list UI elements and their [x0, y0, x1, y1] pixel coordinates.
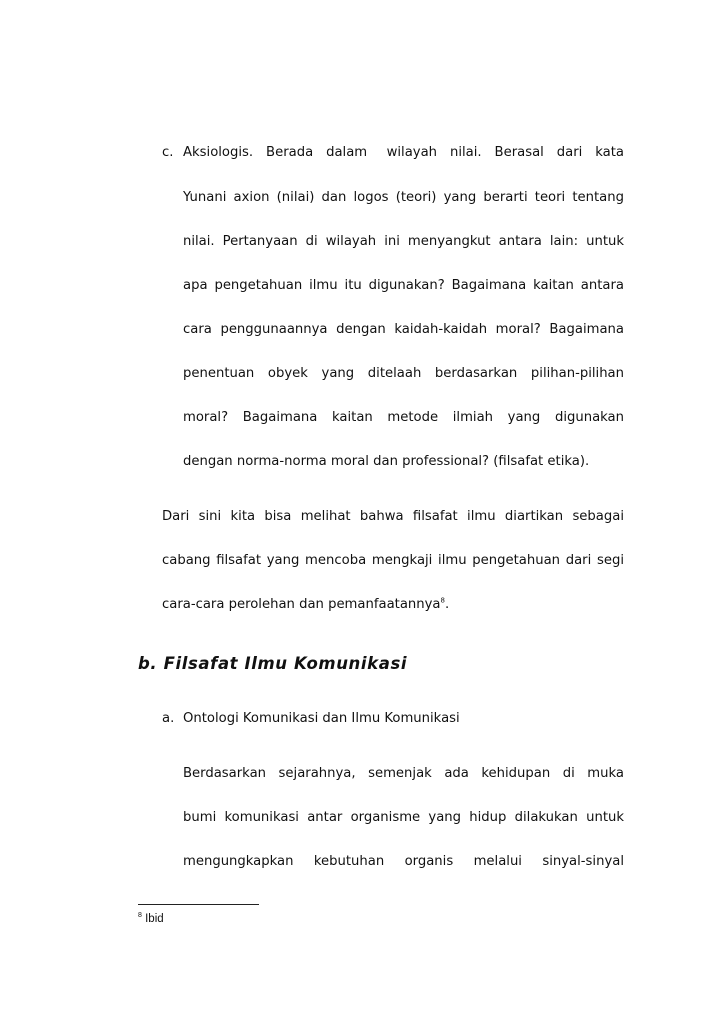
item-a-line-2: bumi komunikasi antar organisme yang hidup dilakukan untuk	[183, 810, 624, 825]
item-c-line-7: moral? Bagaimana kaitan metode ilmiah yang digunakan	[183, 410, 624, 425]
paragraph-line-1: Dari sini kita bisa melihat bahwa filsafat ilmu diartikan sebagai	[162, 509, 624, 524]
paragraph-line-2: cabang filsafat yang mencoba mengkaji ilmu pengetahuan dari segi	[162, 553, 624, 568]
footnote-number: 8	[138, 912, 142, 920]
item-c-line-3: nilai. Pertanyaan di wilayah ini menyangkut antara lain: untuk	[183, 234, 624, 249]
item-c-line-4: apa pengetahuan ilmu itu digunakan? Bagaimana kaitan antara	[183, 278, 624, 293]
item-c-line-2: Yunani axion (nilai) dan logos (teori) yang berarti teori tentang	[183, 190, 624, 205]
footnote	[138, 911, 164, 927]
item-a-title: Ontologi Komunikasi dan Ilmu Komunikasi	[183, 711, 460, 726]
paragraph-line-3-text: cara-cara perolehan dan pemanfaatannya	[162, 597, 441, 612]
footnote-text: Ibid	[141, 913, 164, 925]
item-a-line-3: mengungkapkan kebutuhan organis melalui sinyal-sinyal	[183, 854, 624, 869]
item-c-line-8: dengan norma-norma moral dan professional? (filsafat etika).	[183, 454, 590, 469]
item-c-line-6: penentuan obyek yang ditelaah berdasarkan pilihan-pilihan	[183, 366, 624, 381]
list-marker-a: a.	[162, 711, 175, 726]
section-heading: b. Filsafat Ilmu Komunikasi	[138, 654, 408, 673]
footnote-reference[interactable]: 8	[440, 596, 445, 605]
paragraph-line-3-end: .	[444, 597, 450, 612]
item-c-line-5: cara penggunaannya dengan kaidah-kaidah moral? Bagaimana	[183, 322, 624, 337]
item-a-line-1: Berdasarkan sejarahnya, semenjak ada kehidupan di muka	[183, 766, 624, 781]
list-marker-c: c.	[162, 145, 174, 160]
paragraph-line-3	[162, 596, 449, 614]
footnote-separator	[138, 904, 259, 905]
item-c-line-1: Aksiologis. Berada dalam wilayah nilai. Berasal dari kata	[183, 145, 624, 160]
